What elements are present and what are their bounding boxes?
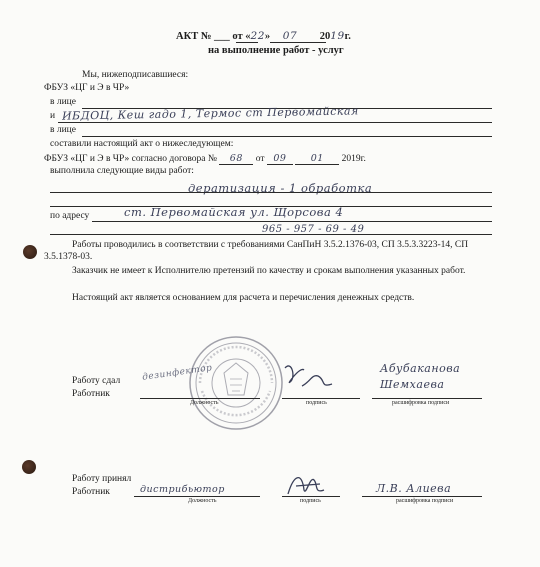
sign-caption-2: подпись xyxy=(300,498,321,504)
act-month: 07 xyxy=(282,30,298,42)
decode-line-1 xyxy=(372,398,482,399)
org-name: ФБУЗ «ЦГ и Э в ЧР» xyxy=(44,83,130,93)
act-day: 22 xyxy=(250,30,265,42)
face-label-2: в лице xyxy=(50,125,76,135)
paragraph-basis: Настоящий акт является основанием для расчета и перечисления денежных средств. xyxy=(72,293,415,303)
sign-caption-1: подпись xyxy=(306,400,327,406)
address-handwritten: ст. Первомайская ул. Щорсова 4 xyxy=(124,205,344,219)
accepted-label: Работу принял xyxy=(72,474,132,484)
paragraph-no-claims: Заказчик не имеет к Исполнителю претензий по качеству и срокам выполнения указанных работ. xyxy=(72,266,466,276)
punch-hole-top xyxy=(23,245,37,259)
position-handwritten-2: дистрибьютор xyxy=(140,484,225,495)
punch-hole-bottom xyxy=(22,460,36,474)
intro-we: Мы, нижеподписавшиеся: xyxy=(82,70,189,80)
address-label: по адресу xyxy=(50,211,90,221)
decode-caption-1: расшифровка подписи xyxy=(392,400,450,406)
act-year: 19 xyxy=(330,30,345,42)
work-line-1 xyxy=(50,192,492,193)
phone-handwritten: 965 - 957 - 69 - 49 xyxy=(262,224,365,235)
name-handwritten-2: Л.В. Алиева xyxy=(376,482,452,495)
client-name-handwritten: ИБДОЦ, Кеш гадо 1, Термос ст Первомайская xyxy=(61,104,359,123)
worker-label-2: Работник xyxy=(72,487,110,497)
position-line-1 xyxy=(140,398,260,399)
title-underline-month xyxy=(270,42,326,43)
face-label-1: в лице xyxy=(50,97,76,107)
paragraph-standards: Работы проводились в соответствии с требованиями СанПиН 3.5.2.1376-03, СП 3.5.3.3223-14, СП 3.5.1378-03. xyxy=(44,240,469,262)
position-handwritten-1: дезинфектор xyxy=(141,363,213,383)
and-label: и xyxy=(50,111,56,121)
position-caption-1: Должность xyxy=(190,400,219,406)
decode-caption-2: расшифровка подписи xyxy=(396,498,454,504)
contract-number: 68 xyxy=(219,153,253,165)
act-subtitle: на выполнение работ - услуг xyxy=(208,45,344,56)
compiled-text: составили настоящий акт о нижеследующем: xyxy=(50,139,234,149)
signature-1 xyxy=(280,356,340,396)
name-handwritten-1b: Шемхаева xyxy=(380,378,445,391)
performed-text: выполнила следующие виды работ: xyxy=(50,166,194,176)
face-line-2 xyxy=(82,136,492,137)
round-stamp xyxy=(186,333,286,433)
client-line xyxy=(58,122,492,123)
sign-line-2 xyxy=(282,496,340,497)
contract-day: 09 xyxy=(267,153,293,165)
decode-line-2 xyxy=(362,496,482,497)
address-line xyxy=(92,221,492,222)
act-title: АКТ № ___ от «22» 07 2019г. xyxy=(176,30,351,42)
worker-label-1: Работник xyxy=(72,389,110,399)
position-caption-2: Должность xyxy=(188,498,217,504)
title-underline-day xyxy=(236,42,258,43)
work-type-handwritten: дератизация - 1 обработка xyxy=(188,181,373,195)
contract-line: ФБУЗ «ЦГ и Э в ЧР» согласно договора № 68 от 09 01 2019г. xyxy=(44,153,366,164)
handed-over-label: Работу сдал xyxy=(72,376,121,386)
sign-line-1 xyxy=(282,398,360,399)
name-handwritten-1: Абубаканова xyxy=(380,362,461,375)
contract-month: 01 xyxy=(295,153,339,165)
position-line-2 xyxy=(134,496,260,497)
phone-line xyxy=(50,234,492,235)
